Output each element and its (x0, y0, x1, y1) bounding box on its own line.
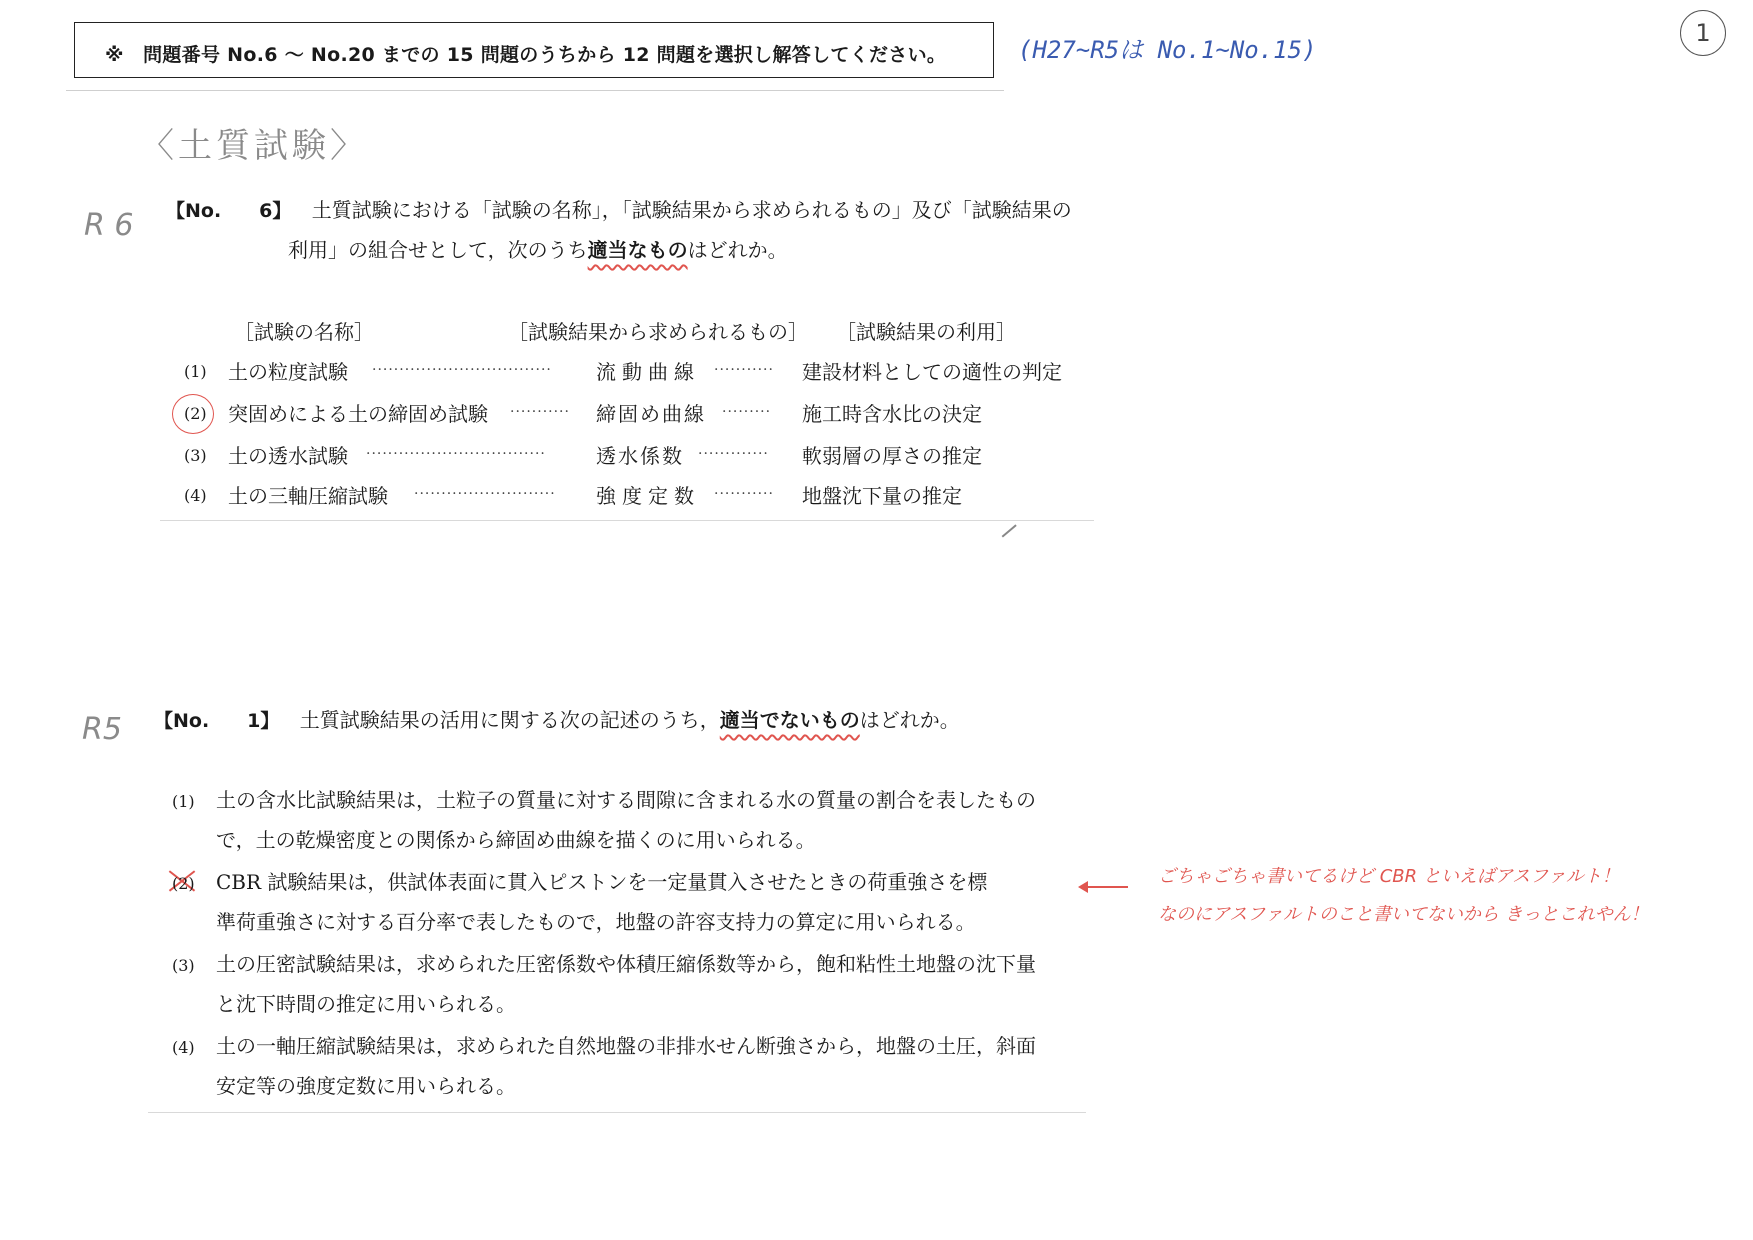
leader-dots: ··········· (714, 486, 774, 502)
q1-option-2 (172, 868, 195, 898)
q1-option-4-line2: 安定等の強度定数に用いられる。 (216, 1074, 516, 1098)
option-number: (1) (172, 792, 195, 811)
handwritten-range-note: (H27~R5は No.1~No.15) (1018, 36, 1317, 64)
annotation-line1: ごちゃごちゃ書いてるけど CBR といえばアスファルト！ (1158, 866, 1620, 887)
q6-row-4-result: 強度定数 (596, 484, 700, 508)
q6-row-2-test: 突固めによる土の締固め試験 (228, 402, 488, 426)
section-title: 〈土質試験〉 (140, 126, 368, 166)
q6-row-1-use: 建設材料としての適性の判定 (802, 360, 1062, 384)
row-number: (2) (184, 404, 207, 423)
q1-option-1-line2: で，土の乾燥密度との関係から締固め曲線を描くのに用いられる。 (216, 828, 816, 852)
q1-key-phrase: 適当でないもの (719, 708, 860, 732)
q6-row-4-use: 地盤沈下量の推定 (802, 484, 962, 508)
instruction-box (74, 22, 994, 78)
leader-dots: ·························· (414, 486, 556, 502)
q6-text-line2-pre: 利用」の組合せとして，次のうち (288, 238, 588, 262)
q6-col-use: ［試験結果の利用］ (836, 320, 1016, 344)
annotation-arrow-icon (1078, 880, 1128, 894)
stray-pen-mark (1002, 524, 1017, 537)
q1-option-2-line2: 準荷重強さに対する百分率で表したもので，地盤の許容支持力の算定に用いられる。 (216, 910, 976, 934)
q1-option-1-line1: 土の含水比試験結果は，土粒子の質量に対する間隙に含まれる水の質量の割合を表したもの (216, 788, 1036, 812)
q6-key-phrase: 適当なもの (587, 238, 688, 262)
q1-text-post: はどれか。 (859, 708, 960, 732)
instruction-text: ※ 問題番号 No.6 ～ No.20 までの 15 問題のうちから 12 問題を選択し解答してください。 (105, 44, 947, 66)
q1-option-4 (172, 1032, 195, 1062)
leader-dots: ········· (722, 404, 772, 420)
q1-text-pre: 土質試験結果の活用に関する次の記述のうち， (299, 708, 720, 732)
q6-row-2 (184, 400, 207, 424)
row-number: (4) (184, 486, 207, 505)
row-number: (1) (184, 362, 207, 381)
leader-dots: ············· (698, 446, 769, 462)
leader-dots: ································· (366, 446, 546, 462)
q6-text-line2 (288, 234, 788, 263)
q1-option-3-line1: 土の圧密試験結果は，求められた圧密係数や体積圧縮係数等から，飽和粘性土地盤の沈下量 (216, 952, 1036, 976)
leader-dots: ································· (372, 362, 552, 378)
option-number: (3) (172, 956, 195, 975)
q6-row-1-test: 土の粒度試験 (228, 360, 348, 384)
q6-question (166, 194, 1072, 223)
annotation-line2: なのにアスファルトのこと書いてないから きっとこれやん！ (1158, 904, 1649, 925)
q6-number: 【No. 6】 (166, 200, 292, 222)
q6-row-3-use: 軟弱層の厚さの推定 (802, 444, 982, 468)
q6-col-result: ［試験結果から求められるもの］ (508, 320, 808, 344)
q1-option-3 (172, 950, 195, 980)
row-number: (3) (184, 446, 207, 465)
header-divider (66, 90, 1004, 91)
q6-row-4-test: 土の三軸圧縮試験 (228, 484, 388, 508)
q6-row-3-test: 土の透水試験 (228, 444, 348, 468)
option-number: (2) (172, 874, 195, 893)
q1-option-1 (172, 786, 195, 816)
q1-divider (148, 1112, 1086, 1113)
q1-option-4-line1: 土の一軸圧縮試験結果は，求められた自然地盤の非排水せん断強さから，地盤の土圧，斜面 (216, 1034, 1036, 1058)
q6-text-line2-post: はどれか。 (687, 238, 788, 262)
q6-row-1-result: 流動曲線 (596, 360, 700, 384)
q6-row-2-use: 施工時含水比の決定 (802, 402, 982, 426)
q6-row-1 (184, 358, 207, 382)
q6-divider (160, 520, 1094, 521)
q6-year-mark: R 6 (84, 208, 134, 243)
q6-row-3 (184, 442, 207, 466)
q6-row-4 (184, 482, 207, 506)
q1-question (154, 704, 960, 733)
leader-dots: ··········· (714, 362, 774, 378)
q1-option-3-line2: と沈下時間の推定に用いられる。 (216, 992, 516, 1016)
q6-row-2-result: 締固め曲線 (596, 402, 706, 426)
q6-text-line1: 土質試験における「試験の名称」，「試験結果から求められるもの」及び「試験結果の (311, 198, 1072, 222)
page-number: 1 (1680, 10, 1726, 56)
q6-row-3-result: 透水係数 (596, 444, 684, 468)
q1-option-2-line1: CBR 試験結果は，供試体表面に貫入ピストンを一定量貫入させたときの荷重強さを標 (216, 870, 988, 894)
q1-year-mark: R5 (82, 712, 122, 747)
q6-col-test-name: ［試験の名称］ (234, 320, 374, 344)
option-number: (4) (172, 1038, 195, 1057)
q1-number: 【No. 1】 (154, 710, 280, 732)
leader-dots: ··········· (510, 404, 570, 420)
